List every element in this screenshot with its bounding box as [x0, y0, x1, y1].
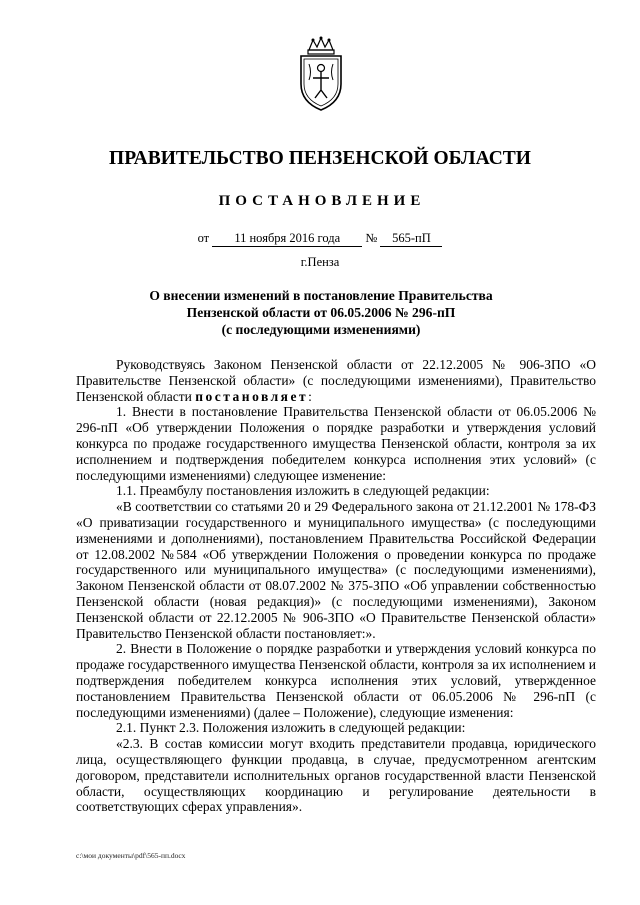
- coat-of-arms-icon: [295, 36, 347, 112]
- heading-line: (с последующими изменениями): [221, 322, 421, 337]
- document-heading: [140, 287, 502, 338]
- paragraph-end: :: [308, 388, 312, 404]
- government-title: ПРАВИТЕЛЬСТВО ПЕНЗЕНСКОЙ ОБЛАСТИ: [109, 148, 531, 169]
- document-date: 11 ноября 2016 года: [212, 231, 362, 247]
- resolves-word: постановляет: [195, 388, 309, 404]
- heading-line: Пензенской области от 06.05.2006 № 296-пП: [186, 305, 456, 320]
- date-prefix: от: [197, 231, 210, 245]
- paragraph: «В соответствии со статьями 20 и 29 Федерального закона от 21.12.2001 № 178-ФЗ «О приватизации государственного и муниципального имущества» (с последующими изменениями и дополнениями), постановлением Правительства Российской Федерации от 12.08.2002 №584 «Об утверждении Положения о проведении конкурса по продаже государственного или муниципального имущества» (с последующими изменениями), Законом Пензенской области от 08.07.2002 № 375-ЗПО «Об управлении собственностью Пензенской области (новая редакция)» (с последующими изменениями), Законом Пензенской области от 22.12.2005 № 906-ЗПО «О Правительстве Пензенской области» Правительство Пензенской области постановляет:».: [76, 499, 596, 641]
- city: г.Пенза: [300, 255, 340, 269]
- paragraph-text: Руководствуясь Законом Пензенской области от 22.12.2005 № 906-ЗПО «О Правительстве Пензенской области» (с последующими изменениями), Правительство Пензенской области: [76, 357, 596, 404]
- paragraph: 1.1. Преамбулу постановления изложить в следующей редакции:: [116, 483, 490, 499]
- document-body: [76, 357, 596, 815]
- paragraph: 1. Внести в постановление Правительства Пензенской области от 06.05.2006 № 296-пП «Об утверждении Положения о порядке разработки и утверждения условий конкурса по продаже государственного имущества Пензенской области, контроля за их исполнением и подтверждения победителем конкурса исполнения этих условий» (с последующими изменениями) следующее изменение:: [76, 404, 596, 483]
- document-type: ПОСТАНОВЛЕНИЕ: [218, 193, 426, 209]
- paragraph: 2.1. Пункт 2.3. Положения изложить в следующей редакции:: [116, 720, 466, 736]
- paragraph: [76, 357, 596, 404]
- number-sign: №: [365, 231, 378, 245]
- paragraph: «2.3. В состав комиссии могут входить представители продавца, юридического лица, осуществляющего функции продавца, в случае, предусмотренном агентским договором, представители исполнительных органов государственной власти Пензенской области, осуществляющих координацию и регулирование деятельности в соответствующих сферах управления».: [76, 736, 596, 815]
- document-number: 565-пП: [380, 231, 442, 247]
- heading-line: О внесении изменений в постановление Правительства: [149, 288, 493, 303]
- date-number-line: [0, 231, 640, 247]
- file-path: c:\мои документы\pdf\565-пп.docx: [76, 851, 186, 860]
- paragraph: 2. Внести в Положение о порядке разработки и утверждения условий конкурса по продаже государственного имущества Пензенской области, контроля за их исполнением и подтверждения победителем конкурса исполнения этих условий, утвержденное постановлением Правительства Пензенской области от 06.05.2006 № 296-пП (с последующими изменениями) (далее – Положение), следующие изменения:: [76, 641, 596, 720]
